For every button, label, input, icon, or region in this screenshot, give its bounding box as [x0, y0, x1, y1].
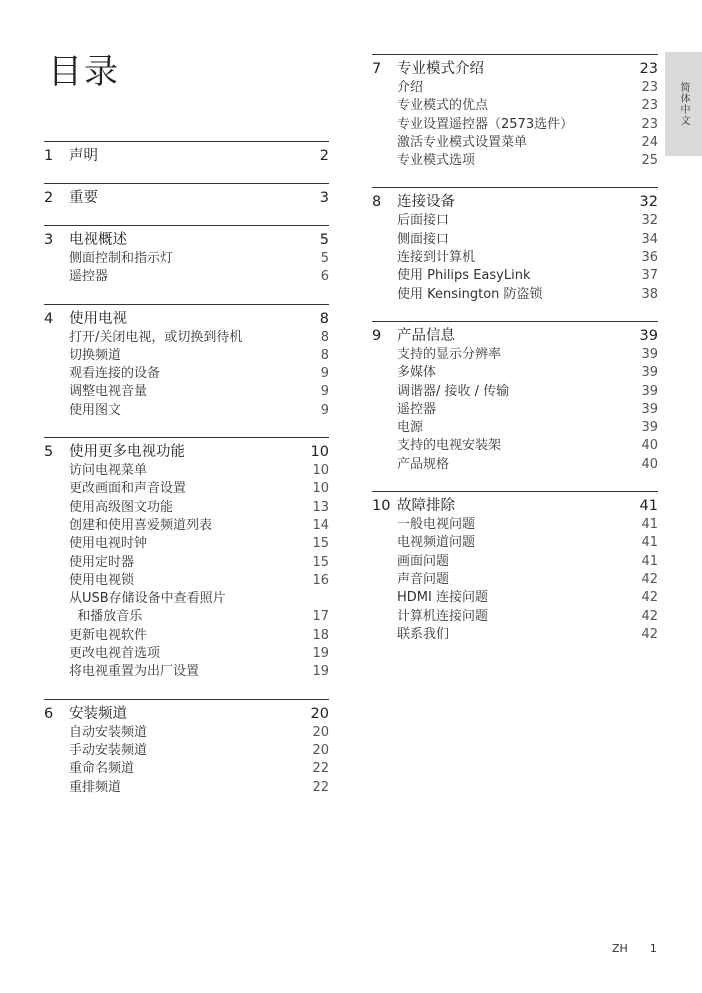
entry-page-number: 40 — [641, 438, 658, 454]
toc-entry[interactable] — [69, 402, 329, 420]
entry-title: 访问电视菜单 — [69, 463, 148, 479]
entry-title: 重命名频道 — [69, 761, 135, 777]
entry-page-number: 19 — [312, 646, 329, 662]
section-number: 6 — [44, 705, 54, 722]
entry-page-number: 9 — [320, 384, 329, 400]
entry-page-number: 34 — [641, 231, 658, 247]
entry-title: 创建和使用喜爱频道列表 — [69, 517, 213, 533]
section-page-number: 41 — [639, 498, 658, 515]
entry-page-number: 10 — [312, 481, 329, 497]
entry-title: 遥控器 — [69, 269, 109, 285]
toc-section — [372, 491, 658, 644]
section-title: 产品信息 — [397, 327, 455, 344]
entry-title: 打开/关闭电视，或切换到待机 — [69, 329, 243, 345]
entry-title: 自动安装频道 — [69, 724, 148, 740]
toc-entry[interactable] — [69, 554, 329, 572]
toc-entry[interactable] — [397, 626, 658, 644]
section-page-number: 20 — [310, 705, 329, 722]
toc-entry[interactable] — [397, 516, 658, 534]
section-page-number: 23 — [639, 61, 658, 77]
toc-section — [44, 699, 329, 797]
toc-entry[interactable] — [69, 742, 329, 760]
entry-title: 更改电视首选项 — [69, 646, 161, 662]
entry-title: 遥控器 — [397, 401, 437, 417]
entry-title: 专业模式选项 — [397, 153, 476, 169]
entry-page-number: 39 — [641, 346, 658, 362]
entry-title: 切换频道 — [69, 347, 122, 363]
entry-title: 介绍 — [397, 80, 424, 95]
section-number: 10 — [372, 498, 391, 515]
entry-title: 和播放音乐 — [69, 609, 143, 625]
toc-entry[interactable] — [397, 231, 658, 249]
entry-page-number: 20 — [312, 724, 329, 740]
section-title: 使用电视 — [69, 310, 127, 327]
entry-title: 调谐器/ 接收 / 传输 — [397, 383, 510, 399]
entry-page-number: 39 — [641, 383, 658, 399]
page-footer — [612, 942, 657, 955]
section-title: 专业模式介绍 — [397, 61, 484, 77]
entry-page-number: 41 — [641, 535, 658, 551]
entry-page-number: 16 — [312, 572, 329, 588]
entry-title: 声音问题 — [397, 571, 450, 587]
entry-title: 重排频道 — [69, 779, 122, 795]
entry-title: 使用 Kensington 防盗锁 — [397, 286, 543, 302]
toc-entry[interactable] — [397, 97, 658, 115]
toc-left-column — [44, 141, 329, 814]
entry-page-number: 18 — [312, 627, 329, 643]
toc-entry[interactable] — [397, 589, 658, 607]
section-entries — [372, 79, 658, 170]
entry-page-number: 10 — [312, 463, 329, 479]
toc-entry[interactable] — [397, 456, 658, 474]
entry-page-number: 22 — [312, 779, 329, 795]
toc-section — [44, 225, 329, 287]
toc-entry[interactable] — [69, 365, 329, 383]
entry-title: 联系我们 — [397, 626, 450, 642]
section-number: 4 — [44, 310, 54, 327]
entry-page-number: 14 — [312, 517, 329, 533]
toc-entry[interactable] — [69, 347, 329, 365]
entry-title: 电源 — [397, 420, 424, 436]
entry-title: 更改画面和声音设置 — [69, 481, 187, 497]
section-heading[interactable] — [44, 147, 329, 166]
toc-entry[interactable] — [397, 152, 658, 170]
entry-page-number: 22 — [312, 761, 329, 777]
toc-entry[interactable] — [397, 267, 658, 285]
toc-right-column — [372, 54, 658, 661]
entry-title: 手动安装频道 — [69, 742, 148, 758]
toc-section — [372, 321, 658, 474]
toc-entry[interactable] — [69, 535, 329, 553]
entry-title: 侧面控制和指示灯 — [69, 251, 174, 266]
page-title: 目录 — [48, 52, 120, 92]
entry-page-number: 39 — [641, 420, 658, 436]
entry-page-number: 8 — [320, 329, 329, 345]
section-title: 故障排除 — [397, 498, 455, 515]
section-number: 8 — [372, 194, 382, 211]
toc-entry[interactable] — [69, 250, 329, 268]
toc-entry[interactable] — [397, 79, 658, 97]
page-number: 1 — [649, 942, 657, 955]
entry-page-number: 19 — [312, 664, 329, 680]
section-page-number: 3 — [319, 190, 329, 206]
entry-title: 多媒体 — [397, 365, 437, 381]
toc-entry[interactable] — [397, 249, 658, 267]
toc-entry[interactable] — [69, 383, 329, 401]
toc-entry[interactable] — [397, 437, 658, 455]
section-title: 声明 — [69, 148, 98, 164]
entry-page-number: 15 — [312, 536, 329, 552]
section-number: 5 — [44, 444, 54, 461]
entry-title: 观看连接的设备 — [69, 366, 161, 382]
section-entries — [372, 212, 658, 303]
section-entries — [44, 250, 329, 287]
entry-page-number: 37 — [641, 268, 658, 284]
language-tab — [665, 52, 702, 156]
toc-entry[interactable] — [397, 286, 658, 304]
entry-page-number: 41 — [641, 517, 658, 533]
section-entries — [44, 462, 329, 682]
toc-entry[interactable] — [69, 608, 329, 626]
section-title: 使用更多电视功能 — [69, 444, 185, 461]
section-heading[interactable] — [44, 231, 329, 250]
section-title: 重要 — [69, 190, 98, 206]
section-heading[interactable] — [44, 310, 329, 329]
entry-title: 使用电视时钟 — [69, 536, 148, 552]
entry-title: HDMI 连接问题 — [397, 590, 488, 606]
toc-entry[interactable] — [69, 627, 329, 645]
toc-entry[interactable] — [397, 608, 658, 626]
entry-title: 连接到计算机 — [397, 250, 476, 266]
toc-entry[interactable] — [397, 419, 658, 437]
section-number: 1 — [44, 148, 54, 164]
entry-title: 使用图文 — [69, 402, 122, 418]
section-entries — [372, 346, 658, 474]
toc-entry[interactable] — [397, 553, 658, 571]
entry-page-number: 41 — [641, 553, 658, 569]
footer-language: ZH — [612, 942, 628, 955]
section-heading[interactable] — [372, 497, 658, 516]
section-page-number: 10 — [310, 444, 329, 461]
toc-entry[interactable] — [397, 134, 658, 152]
entry-title: 电视频道问题 — [397, 535, 476, 551]
section-heading[interactable] — [44, 443, 329, 462]
entry-title: 支持的电视安装架 — [397, 438, 502, 454]
toc-section — [372, 54, 658, 170]
entry-title: 专业模式的优点 — [397, 98, 489, 114]
entry-title: 后面接口 — [397, 213, 450, 229]
entry-page-number: 23 — [641, 116, 658, 132]
toc-entry[interactable] — [397, 364, 658, 382]
toc-entry[interactable] — [69, 329, 329, 347]
entry-title: 专业设置遥控器（2573选件） — [397, 116, 574, 132]
entry-title: 一般电视问题 — [397, 517, 476, 533]
section-title: 电视概述 — [69, 232, 127, 248]
entry-title: 调整电视音量 — [69, 384, 148, 400]
entry-page-number: 23 — [641, 80, 658, 95]
section-number: 3 — [44, 232, 54, 248]
entry-page-number: 20 — [312, 742, 329, 758]
toc-entry[interactable] — [69, 517, 329, 535]
section-heading[interactable] — [44, 189, 329, 208]
section-number: 2 — [44, 190, 54, 206]
entry-title: 支持的显示分辨率 — [397, 346, 502, 362]
entry-page-number: 42 — [641, 626, 658, 642]
entry-title: 画面问题 — [397, 553, 450, 569]
entry-title: 使用电视锁 — [69, 572, 135, 588]
toc-section — [44, 304, 329, 420]
entry-page-number: 17 — [312, 609, 329, 625]
section-number: 7 — [372, 61, 382, 77]
entry-page-number: 9 — [320, 402, 329, 418]
section-heading[interactable] — [372, 327, 658, 346]
entry-page-number: 42 — [641, 590, 658, 606]
section-page-number: 32 — [639, 194, 658, 211]
toc-entry[interactable] — [397, 571, 658, 589]
toc-entry[interactable] — [397, 116, 658, 134]
toc-section — [44, 141, 329, 166]
section-entries — [372, 516, 658, 644]
toc-entry[interactable] — [69, 572, 329, 590]
toc-entry[interactable] — [69, 590, 329, 608]
entry-page-number: 25 — [641, 153, 658, 169]
toc-section — [44, 183, 329, 208]
toc-entry[interactable] — [69, 645, 329, 663]
toc-entry[interactable] — [69, 760, 329, 778]
entry-page-number: 42 — [641, 608, 658, 624]
toc-entry[interactable] — [69, 462, 329, 480]
entry-title: 从USB存储设备中查看照片 — [69, 591, 226, 607]
entry-title: 更新电视软件 — [69, 627, 148, 643]
entry-page-number: 15 — [312, 554, 329, 570]
section-page-number: 39 — [639, 327, 658, 344]
section-heading[interactable] — [44, 705, 329, 724]
toc-entry[interactable] — [397, 401, 658, 419]
toc-section — [44, 437, 329, 682]
entry-page-number: 32 — [641, 213, 658, 229]
entry-title: 计算机连接问题 — [397, 608, 489, 624]
toc-entry[interactable] — [397, 383, 658, 401]
section-page-number: 8 — [319, 310, 329, 327]
section-title: 安装频道 — [69, 705, 127, 722]
entry-page-number: 38 — [641, 286, 658, 302]
entry-title: 使用 Philips EasyLink — [397, 268, 531, 284]
entry-title: 使用高级图文功能 — [69, 499, 174, 515]
entry-page-number: 40 — [641, 456, 658, 472]
entry-page-number: 5 — [320, 251, 329, 266]
toc-entry[interactable] — [69, 499, 329, 517]
section-number: 9 — [372, 327, 382, 344]
entry-page-number: 36 — [641, 250, 658, 266]
entry-page-number: 42 — [641, 571, 658, 587]
toc-entry[interactable] — [69, 663, 329, 681]
entry-page-number: 39 — [641, 401, 658, 417]
entry-title: 使用定时器 — [69, 554, 135, 570]
entry-page-number: 39 — [641, 365, 658, 381]
toc-entry[interactable] — [69, 779, 329, 797]
toc-entry[interactable] — [397, 212, 658, 230]
section-page-number: 2 — [319, 148, 329, 164]
entry-page-number: 13 — [312, 499, 329, 515]
toc-entry[interactable] — [397, 534, 658, 552]
entry-page-number: 6 — [320, 269, 329, 285]
entry-title: 激活专业模式设置菜单 — [397, 134, 528, 150]
section-heading[interactable] — [372, 60, 658, 79]
entry-title: 侧面接口 — [397, 231, 450, 247]
entry-page-number: 24 — [641, 134, 658, 150]
section-page-number: 5 — [319, 232, 329, 248]
toc-entry[interactable] — [397, 346, 658, 364]
entry-page-number: 9 — [320, 366, 329, 382]
section-title: 连接设备 — [397, 194, 455, 211]
entry-title: 产品规格 — [397, 456, 450, 472]
entry-title: 将电视重置为出厂设置 — [69, 664, 200, 680]
section-entries — [44, 329, 329, 420]
toc-entry[interactable] — [69, 268, 329, 286]
toc-entry[interactable] — [69, 724, 329, 742]
toc-section — [372, 187, 658, 303]
toc-entry[interactable] — [69, 480, 329, 498]
section-heading[interactable] — [372, 193, 658, 212]
language-tab-label: 简体中文 — [678, 82, 689, 126]
section-entries — [44, 724, 329, 797]
entry-page-number: 23 — [641, 98, 658, 114]
entry-page-number: 8 — [320, 347, 329, 363]
